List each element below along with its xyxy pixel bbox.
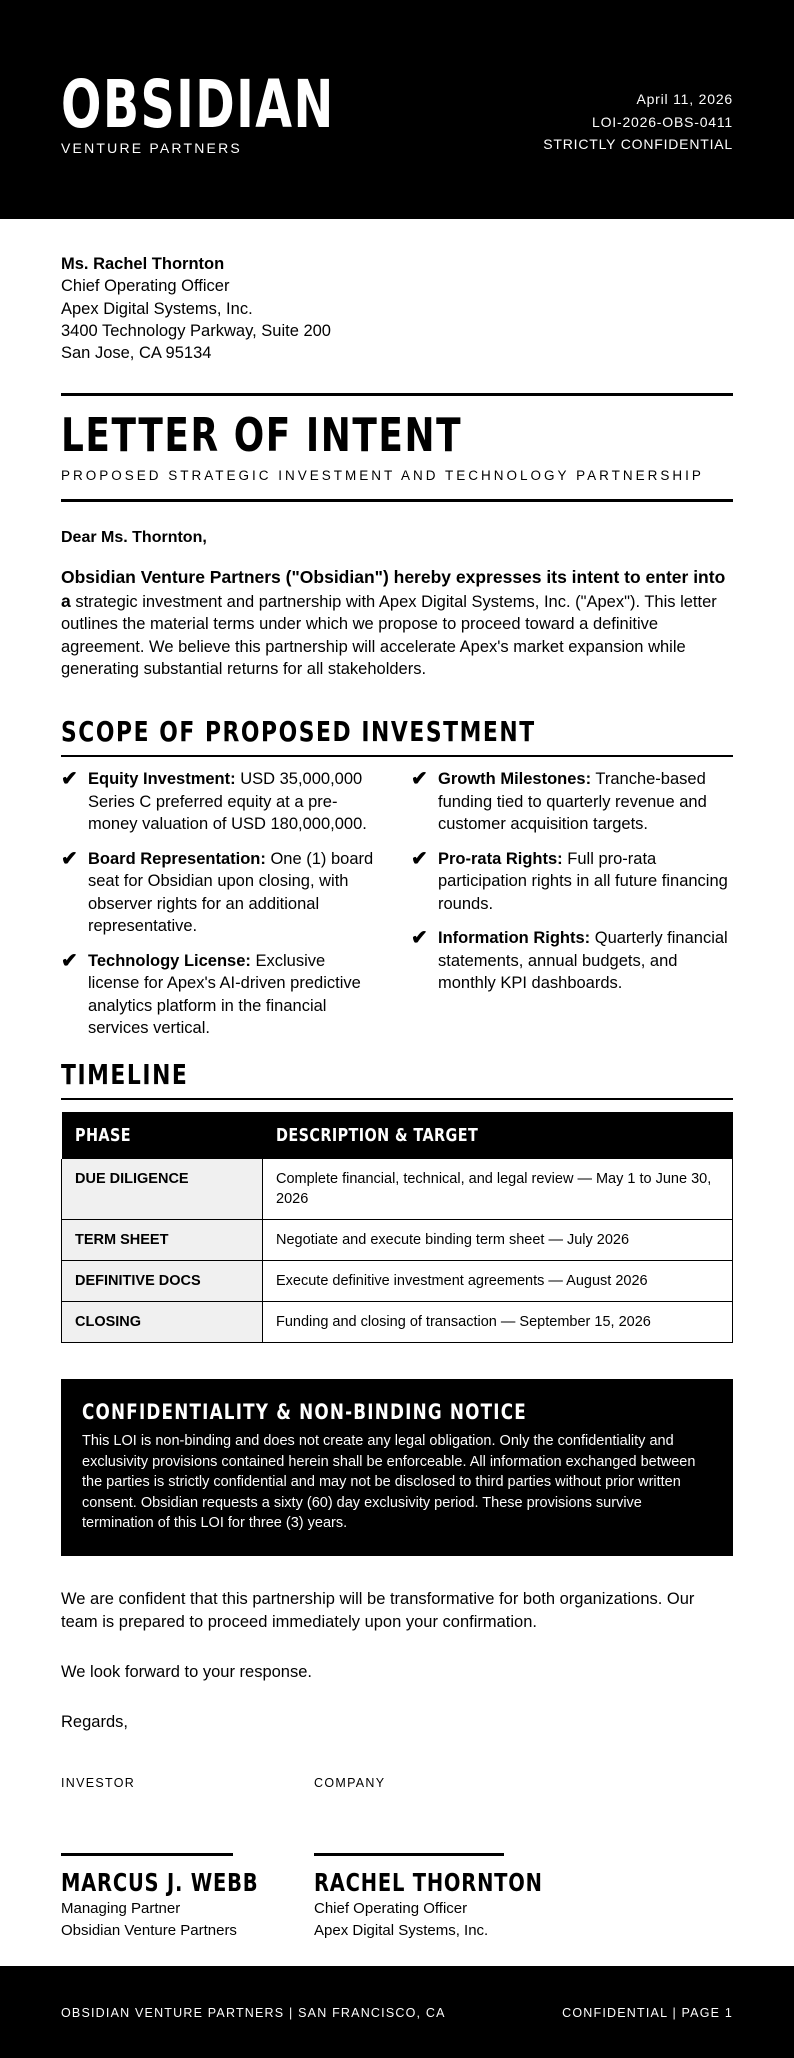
letter-reference: LOI-2026-OBS-0411 [592,113,733,130]
item-text: One (1) board seat for Obsidian upon closing, with observer rights for an additional representative. [88,849,374,935]
list-item [61,950,381,1040]
divider [61,1098,733,1100]
signatory-name: MARCUS J. WEBB [61,1868,259,1897]
scope-list-right [411,768,731,1007]
timeline-title: TIMELINE [61,1058,189,1091]
list-item [411,848,731,916]
item-text: USD 35,000,000 Series C preferred equity at a pre-money valuation of USD 180,000,000. [88,770,367,833]
table-row [62,1302,733,1343]
letter-date: April 11, 2026 [636,91,733,107]
description-cell: Funding and closing of transaction — September 15, 2026 [263,1302,733,1343]
phase-cell: TERM SHEET [62,1220,263,1261]
recipient-address [61,253,733,364]
item-label: Information Rights: [438,929,591,947]
checkmark-icon: ✔ [411,847,428,870]
checkmark-icon: ✔ [61,768,78,790]
valediction: Regards, [61,1713,128,1731]
table-row [62,1261,733,1302]
recipient-company: Apex Digital Systems, Inc. [61,299,253,318]
signature-line [314,1853,504,1856]
phase-cell: DEFINITIVE DOCS [62,1261,263,1302]
footer-left-text: OBSIDIAN VENTURE PARTNERS | SAN FRANCISCO, CA [61,2006,446,2020]
intro-paragraph [61,566,733,681]
recipient-name: Ms. Rachel Thornton [61,255,225,273]
scope-title: SCOPE OF PROPOSED INVESTMENT [61,715,536,748]
item-label: Board Representation: [88,849,266,868]
confidentiality-notice [61,1379,733,1556]
table-row [62,1159,733,1220]
signatory-organization: Apex Digital Systems, Inc. [314,1921,489,1939]
item-text: Full pro-rata participation rights in all future financing rounds. [438,849,728,913]
notice-title: CONFIDENTIALITY & NON-BINDING NOTICE [82,1400,527,1424]
recipient-address-line1: 3400 Technology Parkway, Suite 200 [61,321,331,340]
letterhead [0,0,794,219]
notice-body: This LOI is non-binding and does not create any legal obligation. Only the confidentiality and exclusivity provisions contained herein shall be enforceable. All information exchanged between the parties is strictly confidential and may not be disclosed to third parties without prior written consent. Obsidian requests a sixty (60) day exclusivity period. These provisions survive termination of this LOI for three (3) years. [82,1433,696,1531]
signatory-name: RACHEL THORNTON [314,1868,543,1897]
intro-lead: Obsidian Venture Partners ("Obsidian") hereby expresses its intent to enter into a [61,567,726,611]
phase-cell: DUE DILIGENCE [62,1159,263,1220]
scope-list-left [61,768,381,1052]
signature-block-company [314,1776,607,1941]
signatory-role: COMPANY [314,1776,386,1790]
scope-section-header [61,715,733,749]
divider [61,755,733,757]
checkmark-icon: ✔ [61,847,78,870]
phase-cell: CLOSING [62,1302,263,1343]
timeline-table [61,1112,733,1343]
checkmark-icon: ✔ [411,927,428,949]
list-item [61,768,381,836]
item-label: Technology License: [88,951,251,970]
salutation: Dear Ms. Thornton, [61,529,207,546]
item-label: Growth Milestones: [438,770,592,788]
page-footer [0,1966,794,2058]
footer-right-text: CONFIDENTIAL | PAGE 1 [562,2006,733,2020]
column-header-phase: PHASE [62,1112,263,1159]
description-cell: Negotiate and execute binding term sheet — July 2026 [263,1220,733,1261]
divider [61,393,733,396]
timeline-section-header [61,1058,733,1092]
list-item [411,927,731,995]
signature-block-investor [61,1776,314,1941]
description-cell: Execute definitive investment agreements — August 2026 [263,1261,733,1302]
description-cell: Complete financial, technical, and legal review — May 1 to June 30, 2026 [263,1159,733,1220]
checkmark-icon: ✔ [411,768,428,790]
recipient-title: Chief Operating Officer [61,277,230,296]
table-header-row [62,1112,733,1159]
intro-body: strategic investment and partnership with Apex Digital Systems, Inc. ("Apex"). This letter outlines the material terms under which we propose to proceed toward a definitive agreement. We believe this partnership will accelerate Apex's market expansion while generating substantial returns for all stakeholders. [61,592,717,678]
signatory-title: Managing Partner [61,1900,181,1917]
brand-logo [61,66,441,156]
document-title-block [61,410,733,483]
classification-label: STRICTLY CONFIDENTIAL [543,136,733,152]
item-label: Equity Investment: [88,770,236,788]
checkmark-icon: ✔ [61,949,78,972]
item-text: Tranche-based funding tied to quarterly revenue and customer acquisition targets. [438,770,707,833]
item-label: Pro-rata Rights: [438,849,563,868]
item-text: Quarterly financial statements, annual budgets, and monthly KPI dashboards. [438,929,728,992]
table-row [62,1220,733,1261]
signature-line [61,1853,233,1856]
signatory-role: INVESTOR [61,1776,136,1790]
list-item [61,848,381,938]
document-subtitle: PROPOSED STRATEGIC INVESTMENT AND TECHNOLOGY PARTNERSHIP [61,468,704,483]
closing-paragraph: We are confident that this partnership will be transformative for both organizations. Our team is prepared to proceed immediately upon your confirmation. [61,1590,695,1631]
signatory-title: Chief Operating Officer [314,1900,468,1917]
list-item [411,768,731,836]
document-title: LETTER OF INTENT [61,408,463,462]
brand-subtitle: VENTURE PARTNERS [61,140,242,156]
closing-line: We look forward to your response. [61,1663,312,1681]
column-header-description: DESCRIPTION & TARGET [263,1112,733,1159]
brand-name: OBSIDIAN [61,66,335,143]
divider [61,499,733,502]
item-text: Exclusive license for Apex's AI-driven predictive analytics platform in the financial services vertical. [88,951,361,1037]
signatory-organization: Obsidian Venture Partners [61,1921,237,1939]
letter-meta [543,88,733,156]
recipient-address-line2: San Jose, CA 95134 [61,344,212,363]
